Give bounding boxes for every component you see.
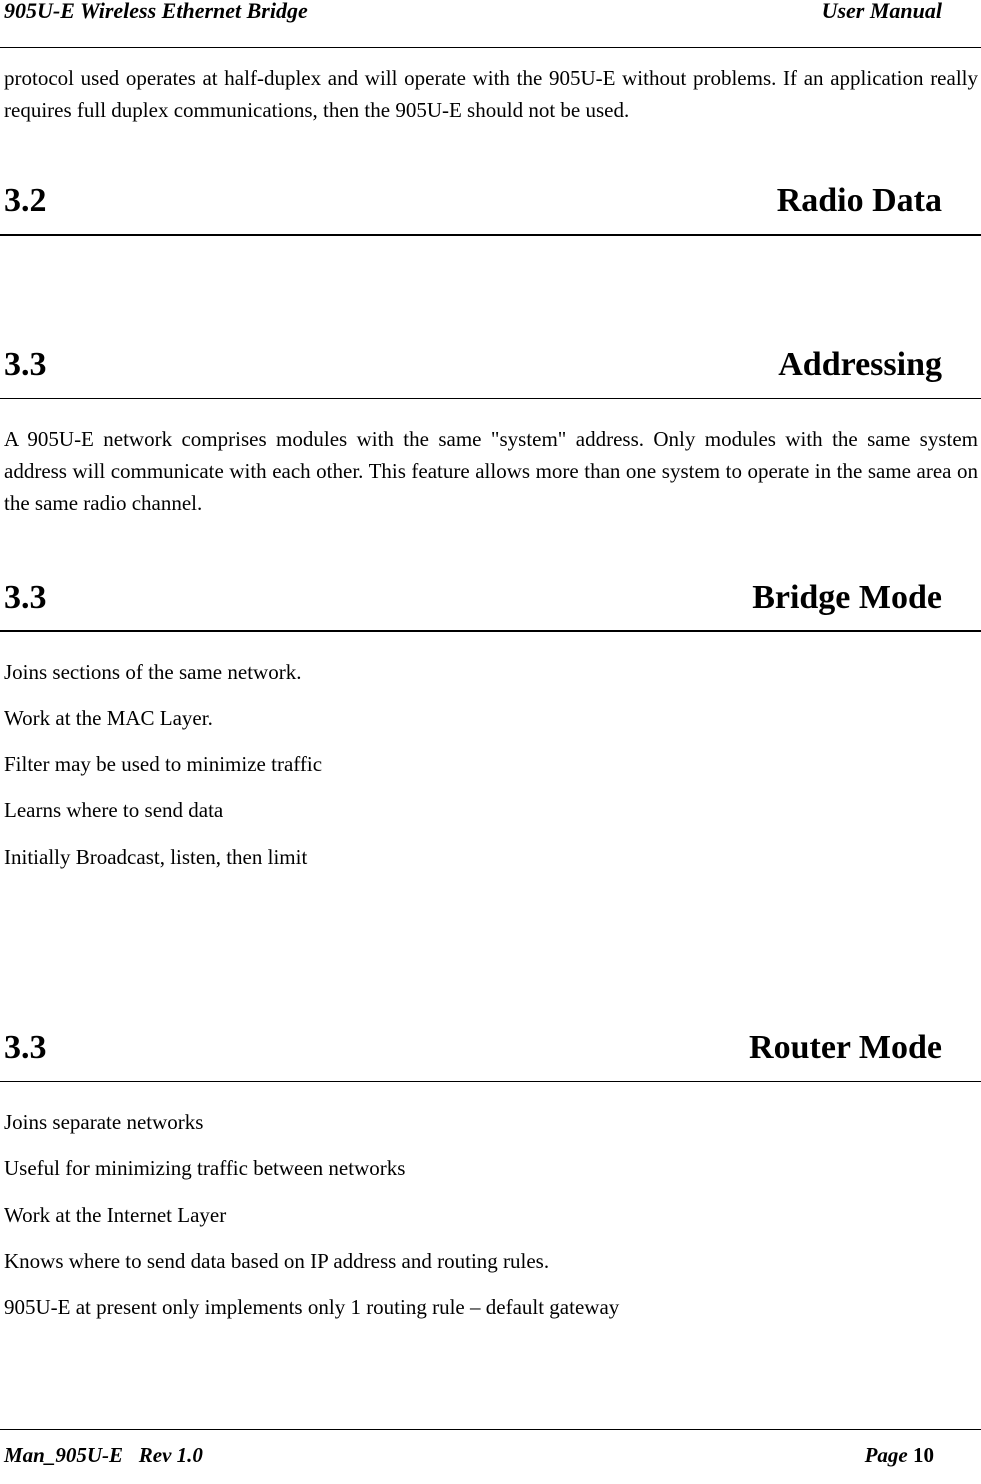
header-doc-type: User Manual [821,0,942,23]
router-line: Work at the Internet Layer [4,1203,227,1227]
bridge-line: Filter may be used to minimize traffic [4,752,323,776]
header-rule [0,47,981,48]
header-title: 905U-E Wireless Ethernet Bridge [4,0,308,23]
router-line: 905U-E at present only implements only 1 routing rule – default gateway [4,1295,620,1319]
footer-page-number: 10 [913,1443,934,1467]
section-title: Radio Data [776,182,942,219]
section-number: 3.3 [4,1029,47,1066]
section-rule [0,234,981,236]
section-number: 3.3 [4,346,47,383]
page-footer [4,1443,934,1473]
section-number: 3.2 [4,182,47,219]
section-heading-radio-data [4,182,942,222]
bridge-line: Work at the MAC Layer. [4,706,213,730]
page-header [4,0,942,30]
bridge-line: Learns where to send data [4,798,224,822]
intro-paragraph: protocol used operates at half-duplex and will operate with the 905U-E without problems. If an application really requires full duplex communications, then the 905U-E should not be used. [4,66,978,122]
section-heading-bridge-mode [4,579,942,619]
footer-page [865,1443,934,1468]
section-number: 3.3 [4,579,47,616]
bridge-line: Initially Broadcast, listen, then limit [4,845,308,869]
router-line: Useful for minimizing traffic between networks [4,1156,406,1180]
section-heading-addressing [4,346,942,386]
footer-doc-id: Man_905U-E Rev 1.0 [4,1443,203,1467]
section-title: Router Mode [749,1029,942,1066]
section-title: Addressing [778,346,942,383]
section-title: Bridge Mode [752,579,942,616]
addressing-paragraph: A 905U-E network comprises modules with the same "system" address. Only modules with the same system address will communicate with each other. This feature allows more than one system to operate in the same area on the same radio channel. [4,427,978,515]
footer-rule [0,1429,981,1430]
section-rule [0,1081,981,1082]
bridge-line: Joins sections of the same network. [4,660,302,684]
section-rule [0,630,981,632]
router-line: Joins separate networks [4,1110,204,1134]
section-rule [0,398,981,399]
footer-page-label: Page [864,1443,908,1467]
router-line: Knows where to send data based on IP address and routing rules. [4,1249,550,1273]
section-heading-router-mode [4,1029,942,1069]
